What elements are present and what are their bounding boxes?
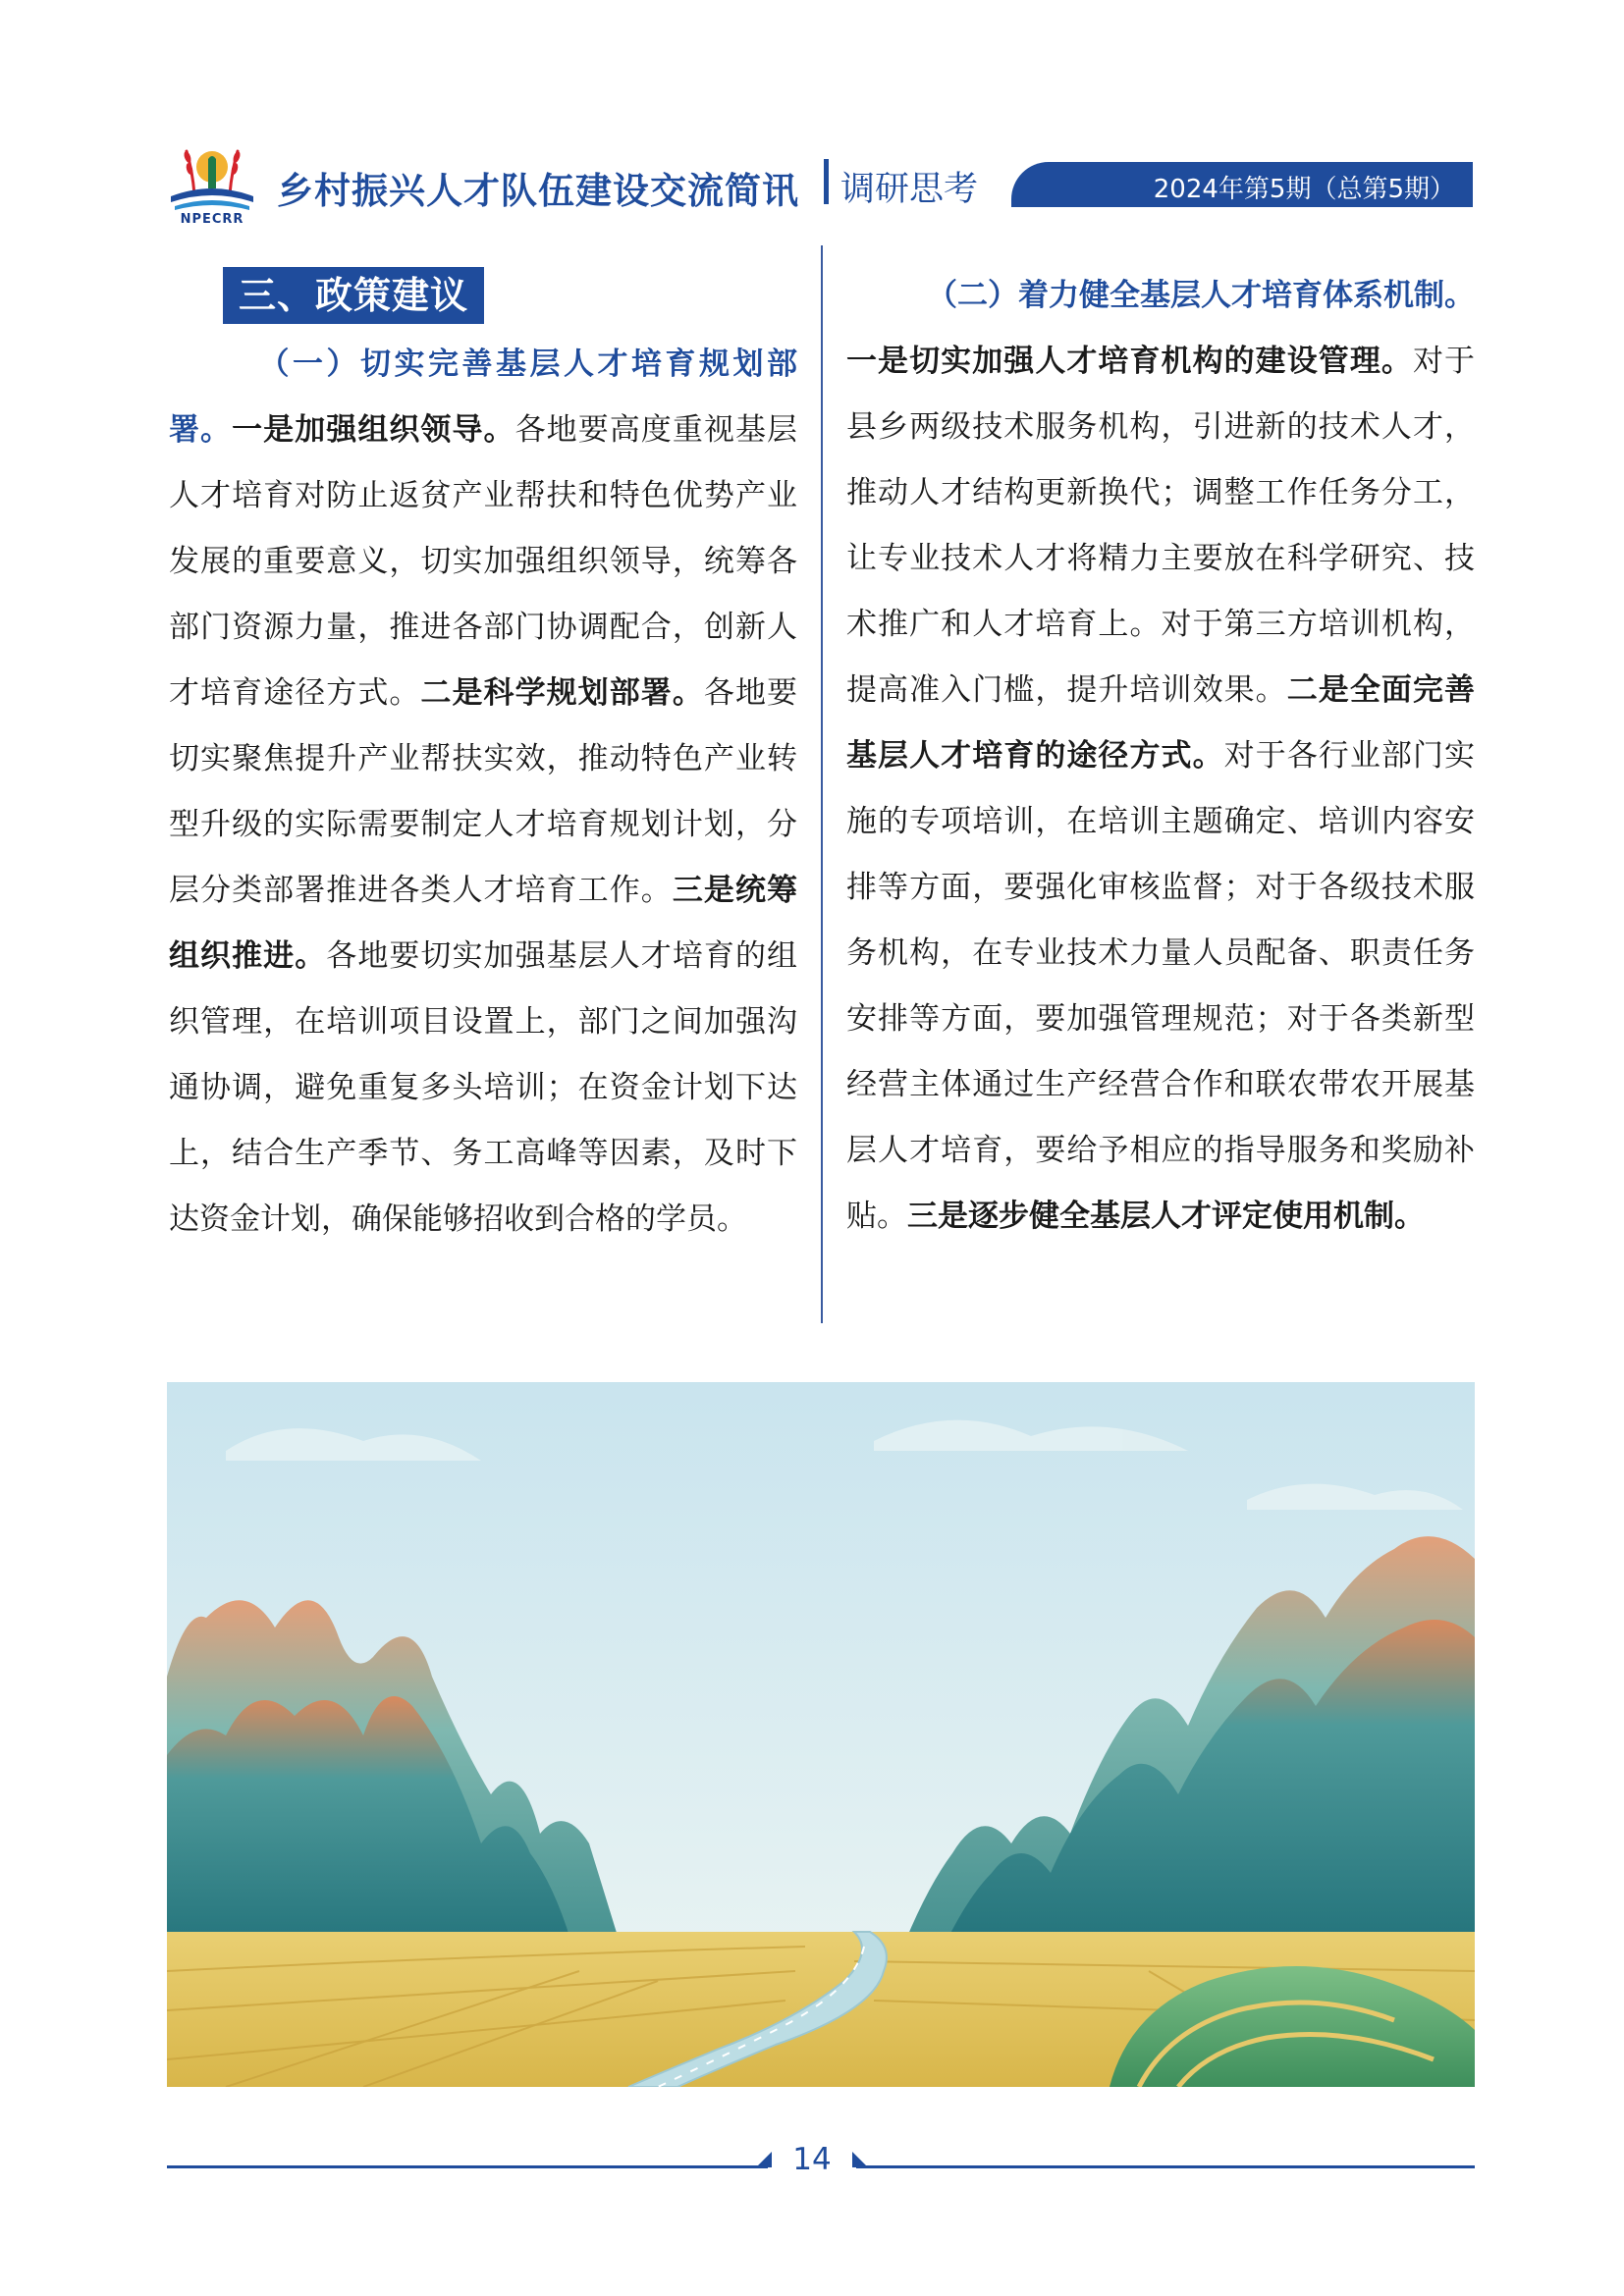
section-label: 调研思考	[840, 170, 979, 209]
logo-text: NPECRR	[180, 212, 244, 227]
body-text: 各地要切实加强基层人才培育的组织管理，在培训项目设置上，部门之间加强沟通协调，避免重复多头培训；在资金计划下达上，结合生产季节、务工高峰等因素，及时下达资金计划，确保能够招收到合格的学员。	[169, 938, 798, 1237]
footer-triangle-right-icon	[852, 2152, 868, 2167]
lead-evaluation: 三是逐步健全基层人才评定使用机制。	[907, 1199, 1425, 1234]
body-text: 各地要高度重视基层人才培育对防止返贫产业帮扶和特色优势产业发展的重要意义，切实加强组织领导，统筹各部门资源力量，推进各部门协调配合，创新人才培育途径方式。	[169, 412, 798, 711]
page-header	[157, 137, 1473, 236]
title-separator	[824, 159, 829, 204]
landscape-illustration	[167, 1382, 1475, 2087]
left-column	[169, 263, 797, 1253]
body-text: 各地要切实聚焦提升产业帮扶实效，推动特色产业转型升级的实际需要制定人才培育规划计划，分层分类部署推进各类人才培育工作。	[169, 675, 798, 908]
body-text: 对于各行业部门实施的专项培训，在培训主题确定、培训内容安排等方面，要强化审核监督；对于各级技术服务机构，在专业技术力量人员配备、职责任务安排等方面，要加强管理规范；对于各类新型经营主体通过生产经营合作和联农带农开展基层人才培育，要给予相应的指导服务和奖励补贴。	[846, 738, 1476, 1234]
page-number: 14	[792, 2142, 832, 2177]
lead-coordinate: 三是统筹组织推进。	[169, 873, 798, 974]
lead-organize: 一是加强组织领导。	[232, 412, 515, 448]
footer-triangle-left-icon	[756, 2152, 772, 2167]
sub-heading-1: （一）切实完善基层人才培育规划部署。	[169, 347, 797, 448]
lead-plan: 二是科学规划部署。	[420, 675, 704, 711]
publication-title: 乡村振兴人才队伍建设交流简讯	[277, 170, 799, 212]
lead-institutions: 一是切实加强人才培育机构的建设管理。	[846, 344, 1413, 379]
chapter-heading: 三、政策建议	[223, 267, 484, 324]
issue-banner	[1011, 162, 1473, 207]
body-text: 对于县乡两级技术服务机构，引进新的技术人才，推动人才结构更新换代；调整工作任务分工，让专业技术人才将精力主要放在科学研究、技术推广和人才培育上。对于第三方培训机构，提高准入门槛，提升培训效果。	[846, 344, 1476, 708]
left-paragraph	[169, 332, 797, 1253]
footer-rule-left	[167, 2165, 768, 2168]
lead-methods: 二是全面完善基层人才培育的途径方式。	[846, 672, 1476, 774]
issue-number: 2024年第5期（总第5期）	[1153, 175, 1455, 204]
footer-rule-right	[856, 2165, 1475, 2168]
right-paragraph	[846, 263, 1475, 1250]
right-column	[846, 263, 1475, 1250]
column-divider	[821, 245, 823, 1323]
sub-heading-2: （二）着力健全基层人才培育体系机制。	[927, 278, 1475, 313]
